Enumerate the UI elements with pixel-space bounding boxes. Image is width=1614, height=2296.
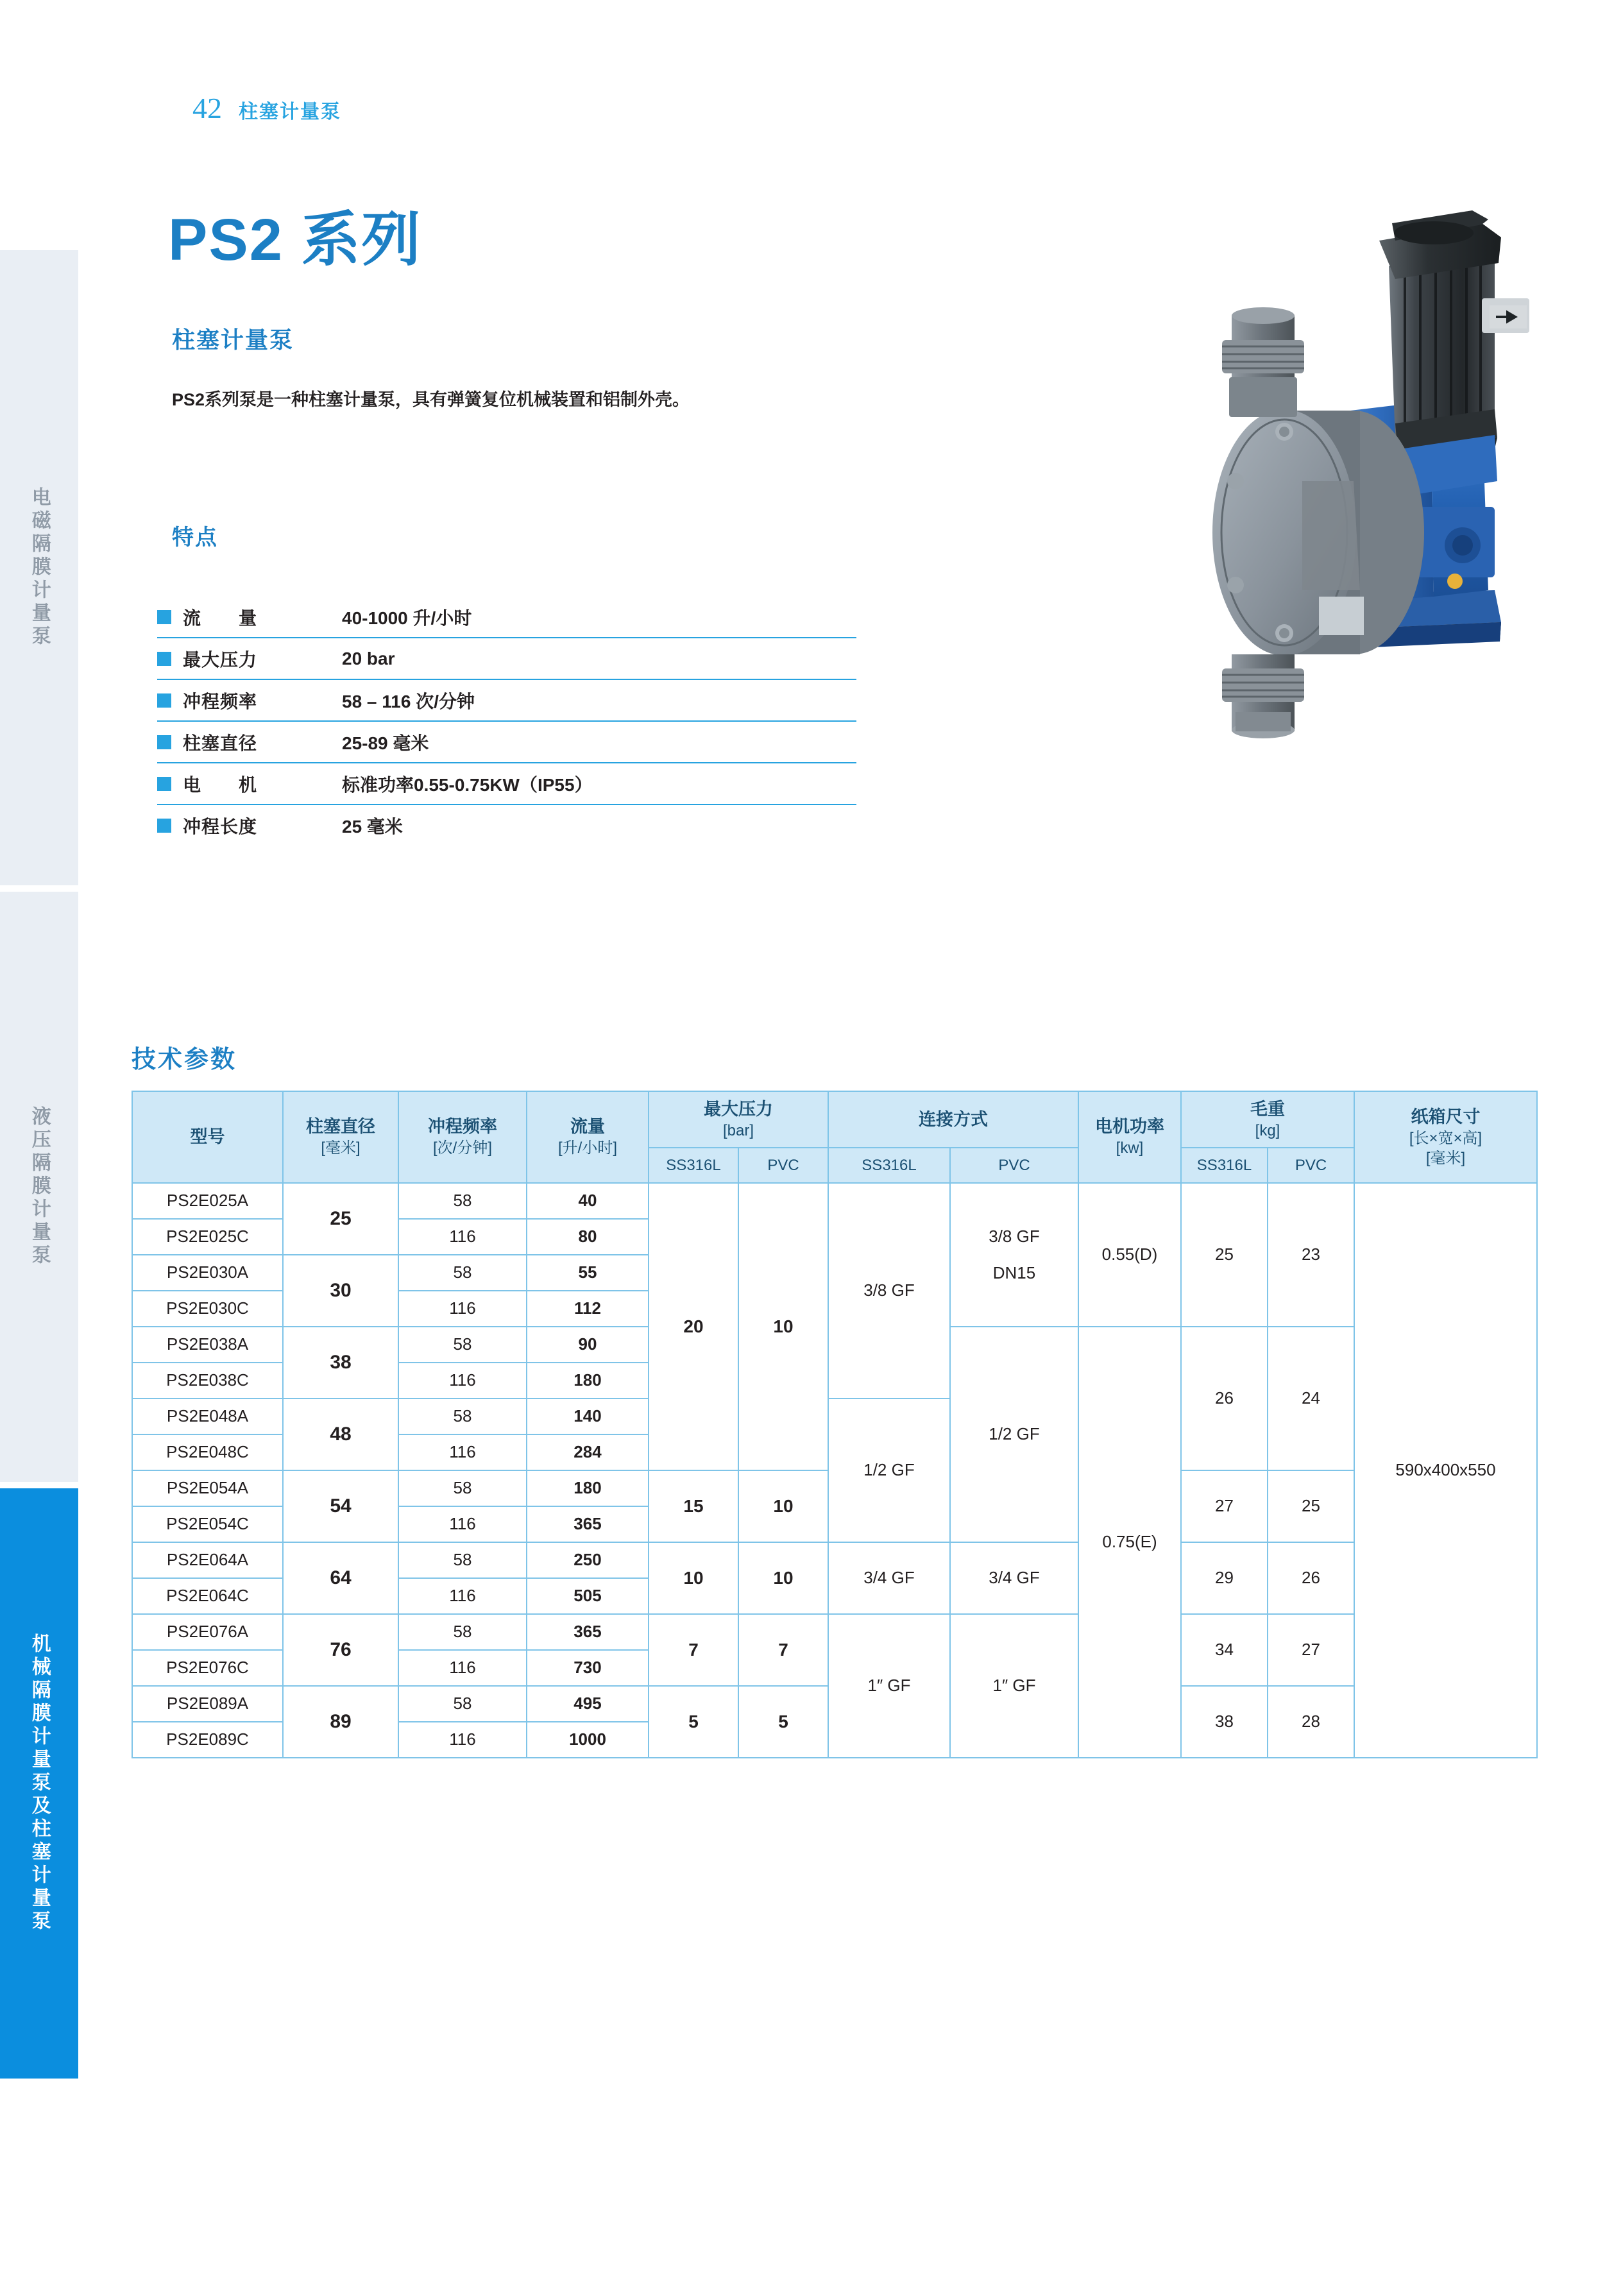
th-connection [828, 1091, 1078, 1148]
table-row [132, 1183, 1537, 1219]
cell-freq: 58 [398, 1686, 527, 1722]
cell-diameter: 38 [283, 1327, 398, 1399]
th-max-pressure-unit: [bar] [722, 1122, 754, 1140]
cell-carton: 590x400x550 [1354, 1183, 1537, 1758]
cell-flow: 250 [527, 1542, 649, 1578]
cell-model: PS2E054C [132, 1506, 283, 1542]
cell-pressure-ss: 7 [649, 1614, 738, 1686]
table-row [132, 1542, 1537, 1578]
tech-params-heading: 技术参数 [132, 1046, 237, 1073]
cell-motor: 0.55(D) [1078, 1183, 1181, 1327]
th-carton-unit: [长×宽×高] [1409, 1129, 1482, 1147]
feature-value: 标准功率0.55-0.75KW（IP55） [342, 774, 593, 795]
cell-motor: 0.75(E) [1078, 1327, 1181, 1758]
cell-weight-ss: 29 [1181, 1542, 1268, 1614]
cell-diameter: 54 [283, 1470, 398, 1542]
cell-model: PS2E064A [132, 1542, 283, 1578]
feature-label: 柱塞直径 [183, 733, 258, 753]
th-flow [527, 1091, 649, 1183]
cell-conn-ss: 1″ GF [828, 1614, 950, 1758]
feature-value: 40-1000 升/小时 [342, 608, 472, 628]
cell-diameter: 64 [283, 1542, 398, 1614]
cell-conn-pvc [950, 1183, 1078, 1327]
feature-row [157, 805, 856, 846]
product-photo [853, 148, 1533, 930]
cell-conn-ss: 3/8 GF [828, 1183, 950, 1399]
th-carton-unit2: [毫米] [1425, 1149, 1466, 1167]
th-motor-power-unit: [kw] [1116, 1139, 1144, 1157]
cell-weight-pvc: 28 [1268, 1686, 1354, 1758]
feature-row [157, 722, 856, 763]
th-conn-ss316l: SS316L [828, 1148, 950, 1183]
cell-freq: 116 [398, 1722, 527, 1758]
cell-model: PS2E030C [132, 1291, 283, 1327]
cell-pressure-ss: 10 [649, 1542, 738, 1614]
feature-row [157, 680, 856, 722]
cell-weight-pvc: 23 [1268, 1183, 1354, 1327]
cell-weight-pvc: 26 [1268, 1542, 1354, 1614]
cell-weight-pvc: 27 [1268, 1614, 1354, 1686]
th-weight-pvc: PVC [1268, 1148, 1354, 1183]
product-subtitle: 柱塞计量泵 [172, 327, 294, 353]
feature-label: 流 量 [183, 608, 258, 628]
th-diameter-label: 柱塞直径 [306, 1117, 375, 1137]
cell-weight-pvc: 24 [1268, 1327, 1354, 1470]
th-stroke-freq-unit: [次/分钟] [432, 1139, 492, 1157]
cell-flow: 112 [527, 1291, 649, 1327]
cell-model: PS2E038A [132, 1327, 283, 1363]
cell-conn-ss: 1/2 GF [828, 1399, 950, 1542]
th-max-pressure-label: 最大压力 [704, 1100, 773, 1119]
cell-freq: 58 [398, 1614, 527, 1650]
cell-diameter: 76 [283, 1614, 398, 1686]
cell-pressure-pvc: 10 [738, 1542, 828, 1614]
square-bullet-icon [157, 693, 171, 708]
rail-tab-label: 液压隔膜计量泵 [28, 1106, 50, 1268]
page-header [192, 91, 341, 125]
cell-model: PS2E048C [132, 1434, 283, 1470]
cell-model: PS2E048A [132, 1399, 283, 1434]
cell-weight-ss: 38 [1181, 1686, 1268, 1758]
feature-row [157, 638, 856, 680]
cell-flow: 90 [527, 1327, 649, 1363]
page-number: 42 [192, 92, 222, 124]
cell-weight-ss: 34 [1181, 1614, 1268, 1686]
cell-pressure-pvc: 10 [738, 1470, 828, 1542]
cell-freq: 116 [398, 1650, 527, 1686]
cell-model: PS2E089A [132, 1686, 283, 1722]
rail-tab-label: 机械隔膜计量泵及柱塞计量泵 [28, 1633, 50, 1934]
spec-table [132, 1091, 1538, 1758]
th-conn-pvc: PVC [950, 1148, 1078, 1183]
rail-tab-hydraulic[interactable] [0, 892, 78, 1482]
th-gross-weight-label: 毛重 [1250, 1100, 1285, 1119]
th-model-label: 型号 [190, 1127, 225, 1146]
feature-label: 电 机 [183, 774, 258, 795]
rail-tab-electromagnetic[interactable] [0, 250, 78, 885]
cell-freq: 116 [398, 1291, 527, 1327]
square-bullet-icon [157, 652, 171, 666]
cell-conn-pvc-line1: 3/8 GF [989, 1226, 1040, 1246]
cell-model: PS2E076A [132, 1614, 283, 1650]
cell-model: PS2E030A [132, 1255, 283, 1291]
cell-flow: 284 [527, 1434, 649, 1470]
cell-freq: 58 [398, 1183, 527, 1219]
cell-conn-pvc-line2: DN15 [992, 1263, 1036, 1282]
th-connection-label: 连接方式 [919, 1109, 988, 1129]
cell-pressure-pvc: 10 [738, 1183, 828, 1470]
th-stroke-freq-label: 冲程频率 [428, 1117, 497, 1137]
th-stroke-freq [398, 1091, 527, 1183]
th-gross-weight-unit: [kg] [1255, 1122, 1280, 1140]
cell-pressure-ss: 5 [649, 1686, 738, 1758]
feature-row [157, 597, 856, 638]
cell-model: PS2E054A [132, 1470, 283, 1506]
square-bullet-icon [157, 735, 171, 749]
th-flow-label: 流量 [570, 1117, 605, 1137]
features-list [157, 597, 856, 846]
feature-value: 20 bar [342, 648, 395, 668]
square-bullet-icon [157, 819, 171, 833]
square-bullet-icon [157, 777, 171, 791]
cell-conn-pvc: 3/4 GF [950, 1542, 1078, 1614]
cell-pressure-pvc: 5 [738, 1686, 828, 1758]
cell-flow: 365 [527, 1506, 649, 1542]
th-diameter-unit: [毫米] [321, 1139, 361, 1157]
th-motor-power [1078, 1091, 1181, 1183]
cell-diameter: 30 [283, 1255, 398, 1327]
th-model [132, 1091, 283, 1183]
cell-freq: 58 [398, 1399, 527, 1434]
cell-flow: 1000 [527, 1722, 649, 1758]
cell-model: PS2E025C [132, 1219, 283, 1255]
cell-conn-ss: 3/4 GF [828, 1542, 950, 1614]
th-flow-unit: [升/小时] [557, 1139, 617, 1157]
rail-tab-label: 电磁隔膜计量泵 [28, 487, 50, 649]
cell-conn-pvc: 1/2 GF [950, 1327, 1078, 1542]
feature-label: 冲程长度 [183, 816, 258, 837]
rail-tab-mechanical-active[interactable] [0, 1488, 78, 2079]
cell-weight-ss: 26 [1181, 1327, 1268, 1470]
cell-flow: 365 [527, 1614, 649, 1650]
cell-model: PS2E025A [132, 1183, 283, 1219]
product-intro: PS2系列泵是一种柱塞计量泵，具有弹簧复位机械装置和铝制外壳。 [172, 390, 690, 409]
cell-flow: 180 [527, 1363, 649, 1399]
th-carton-label: 纸箱尺寸 [1411, 1107, 1481, 1127]
th-carton [1354, 1091, 1537, 1183]
cell-model: PS2E038C [132, 1363, 283, 1399]
cell-pressure-ss: 20 [649, 1183, 738, 1470]
cell-pressure-pvc: 7 [738, 1614, 828, 1686]
cell-freq: 58 [398, 1327, 527, 1363]
feature-row [157, 763, 856, 805]
cell-model: PS2E076C [132, 1650, 283, 1686]
th-diameter [283, 1091, 398, 1183]
table-row [132, 1614, 1537, 1650]
cell-flow: 180 [527, 1470, 649, 1506]
cell-conn-pvc: 1″ GF [950, 1614, 1078, 1758]
feature-value: 58 – 116 次/分钟 [342, 691, 475, 711]
page-header-title: 柱塞计量泵 [239, 101, 341, 123]
th-pressure-ss316l: SS316L [649, 1148, 738, 1183]
th-motor-power-label: 电机功率 [1095, 1117, 1164, 1137]
cell-freq: 58 [398, 1470, 527, 1506]
cell-flow: 730 [527, 1650, 649, 1686]
cell-freq: 116 [398, 1219, 527, 1255]
cell-flow: 140 [527, 1399, 649, 1434]
feature-label: 最大压力 [183, 649, 258, 670]
th-pressure-pvc: PVC [738, 1148, 828, 1183]
cell-diameter: 89 [283, 1686, 398, 1758]
cell-weight-ss: 25 [1181, 1183, 1268, 1327]
cell-flow: 40 [527, 1183, 649, 1219]
cell-flow: 495 [527, 1686, 649, 1722]
th-weight-ss316l: SS316L [1181, 1148, 1268, 1183]
feature-value: 25-89 毫米 [342, 733, 429, 753]
th-gross-weight [1181, 1091, 1354, 1148]
table-header-row-1 [132, 1091, 1537, 1148]
cell-diameter: 48 [283, 1399, 398, 1470]
cell-freq: 116 [398, 1363, 527, 1399]
cell-weight-ss: 27 [1181, 1470, 1268, 1542]
cell-freq: 116 [398, 1578, 527, 1614]
cell-pressure-ss: 15 [649, 1470, 738, 1542]
spec-table-wrapper [132, 1091, 1536, 1758]
feature-label: 冲程频率 [183, 691, 258, 711]
features-heading: 特点 [172, 525, 218, 550]
cell-diameter: 25 [283, 1183, 398, 1255]
cell-freq: 58 [398, 1255, 527, 1291]
cell-flow: 505 [527, 1578, 649, 1614]
cell-freq: 58 [398, 1542, 527, 1578]
product-title: PS2 系列 [168, 207, 422, 273]
cell-model: PS2E089C [132, 1722, 283, 1758]
cell-flow: 55 [527, 1255, 649, 1291]
cell-model: PS2E064C [132, 1578, 283, 1614]
feature-value: 25 毫米 [342, 816, 403, 837]
cell-weight-pvc: 25 [1268, 1470, 1354, 1542]
th-max-pressure [649, 1091, 828, 1148]
cell-freq: 116 [398, 1506, 527, 1542]
square-bullet-icon [157, 610, 171, 624]
cell-freq: 116 [398, 1434, 527, 1470]
cell-flow: 80 [527, 1219, 649, 1255]
